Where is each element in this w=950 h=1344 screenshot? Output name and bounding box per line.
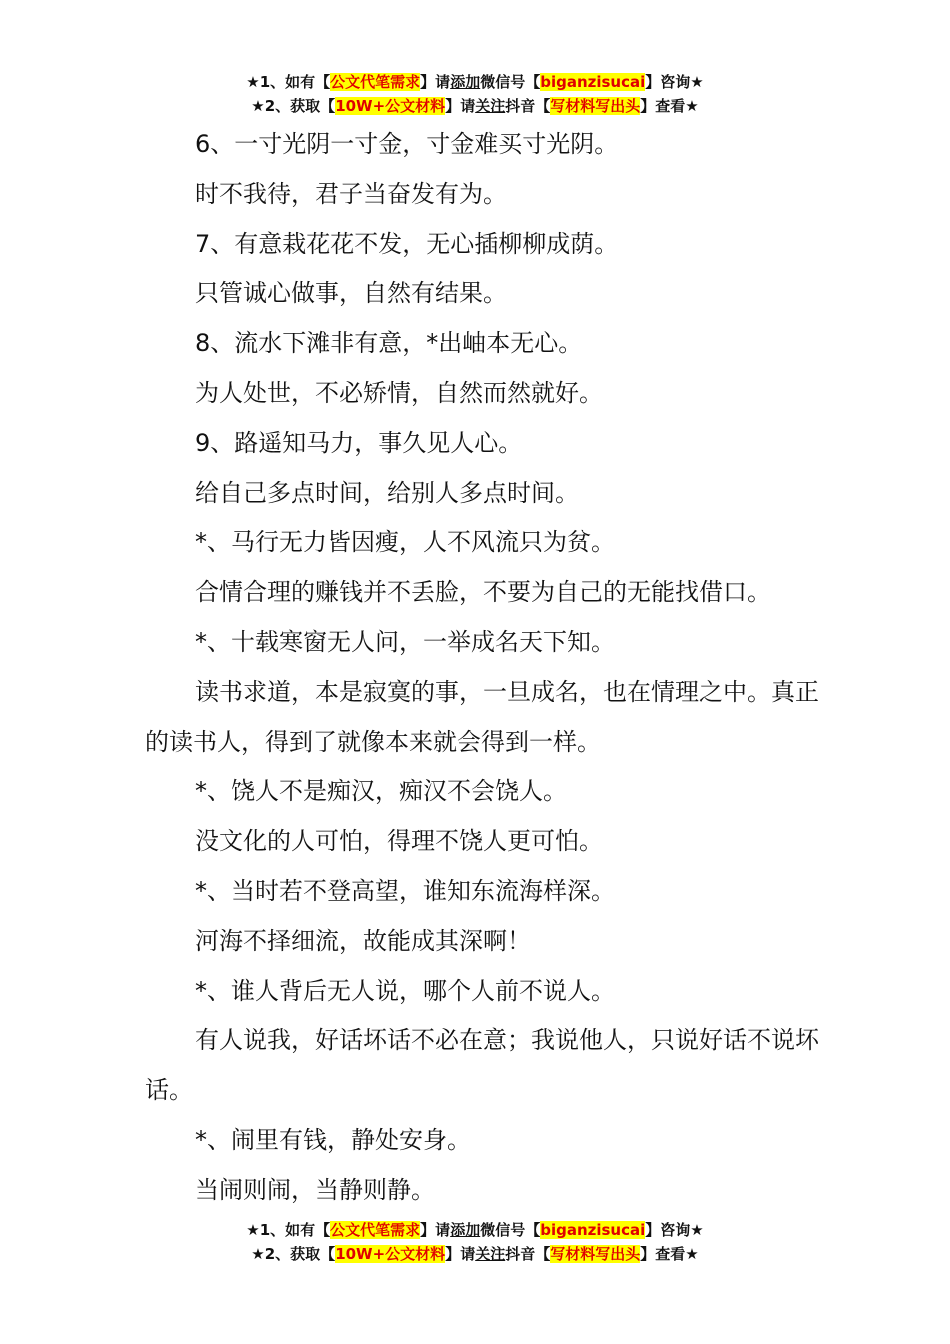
banner-line-2: ★2、获取【10W+公文材料】请关注抖音【写材料写出头】查看★	[251, 1245, 699, 1263]
paragraph: *、饶人不是痴汉，痴汉不会饶人。	[195, 777, 567, 806]
paragraph: 河海不择细流，故能成其深啊！	[195, 926, 531, 955]
paragraph: 合情合理的赚钱并不丢脸，不要为自己的无能找借口。	[195, 578, 771, 607]
paragraph: 9、路遥知马力，事久见人心。	[195, 428, 523, 457]
highlight-materials: 10W+公文材料	[335, 97, 446, 115]
footer-banner	[0, 1218, 950, 1266]
paragraph: *、马行无力皆因瘦，人不风流只为贫。	[195, 528, 615, 557]
paragraph: 有人说我，好话坏话不必在意；我说他人，只说好话不说坏话。	[145, 1026, 819, 1105]
paragraph: 没文化的人可怕，得理不饶人更可怕。	[195, 827, 603, 856]
paragraph: 当闹则闹，当静则静。	[195, 1175, 435, 1204]
highlight-service: 公文代笔需求	[330, 73, 421, 91]
banner-line-2: ★2、获取【10W+公文材料】请关注抖音【写材料写出头】查看★	[251, 97, 699, 115]
paragraph: 8、流水下滩非有意，*出岫本无心。	[195, 329, 583, 358]
paragraph: 7、有意栽花花不发，无心插柳柳成荫。	[195, 229, 619, 258]
highlight-service: 公文代笔需求	[330, 1221, 421, 1239]
paragraph: 为人处世，不必矫情，自然而然就好。	[195, 378, 603, 407]
paragraph: *、十载寒窗无人问，一举成名天下知。	[195, 627, 615, 656]
banner-line-1: ★1、如有【公文代笔需求】请添加微信号【biganzisucai】咨询★	[246, 1221, 704, 1239]
paragraph: *、当时若不登高望，谁知东流海样深。	[195, 876, 615, 905]
highlight-wechat-id: biganzisucai	[540, 1221, 646, 1239]
paragraph: 给自己多点时间，给别人多点时间。	[195, 478, 579, 507]
highlight-materials: 10W+公文材料	[335, 1245, 446, 1263]
header-banner	[0, 70, 950, 118]
document-body	[145, 120, 835, 1216]
banner-line-1: ★1、如有【公文代笔需求】请添加微信号【biganzisucai】咨询★	[246, 73, 704, 91]
highlight-wechat-id: biganzisucai	[540, 73, 646, 91]
paragraph: *、谁人背后无人说，哪个人前不说人。	[195, 976, 615, 1005]
paragraph: *、闹里有钱，静处安身。	[195, 1125, 471, 1154]
paragraph: 时不我待，君子当奋发有为。	[195, 179, 507, 208]
paragraph: 6、一寸光阴一寸金，寸金难买寸光阴。	[195, 130, 619, 158]
paragraph: 读书求道，本是寂寞的事，一旦成名，也在情理之中。真正的读书人，得到了就像本来就会得到一样。	[145, 677, 819, 756]
paragraph: 只管诚心做事，自然有结果。	[195, 279, 507, 308]
highlight-douyin-account: 写材料写出头	[550, 97, 641, 115]
highlight-douyin-account: 写材料写出头	[550, 1245, 641, 1263]
